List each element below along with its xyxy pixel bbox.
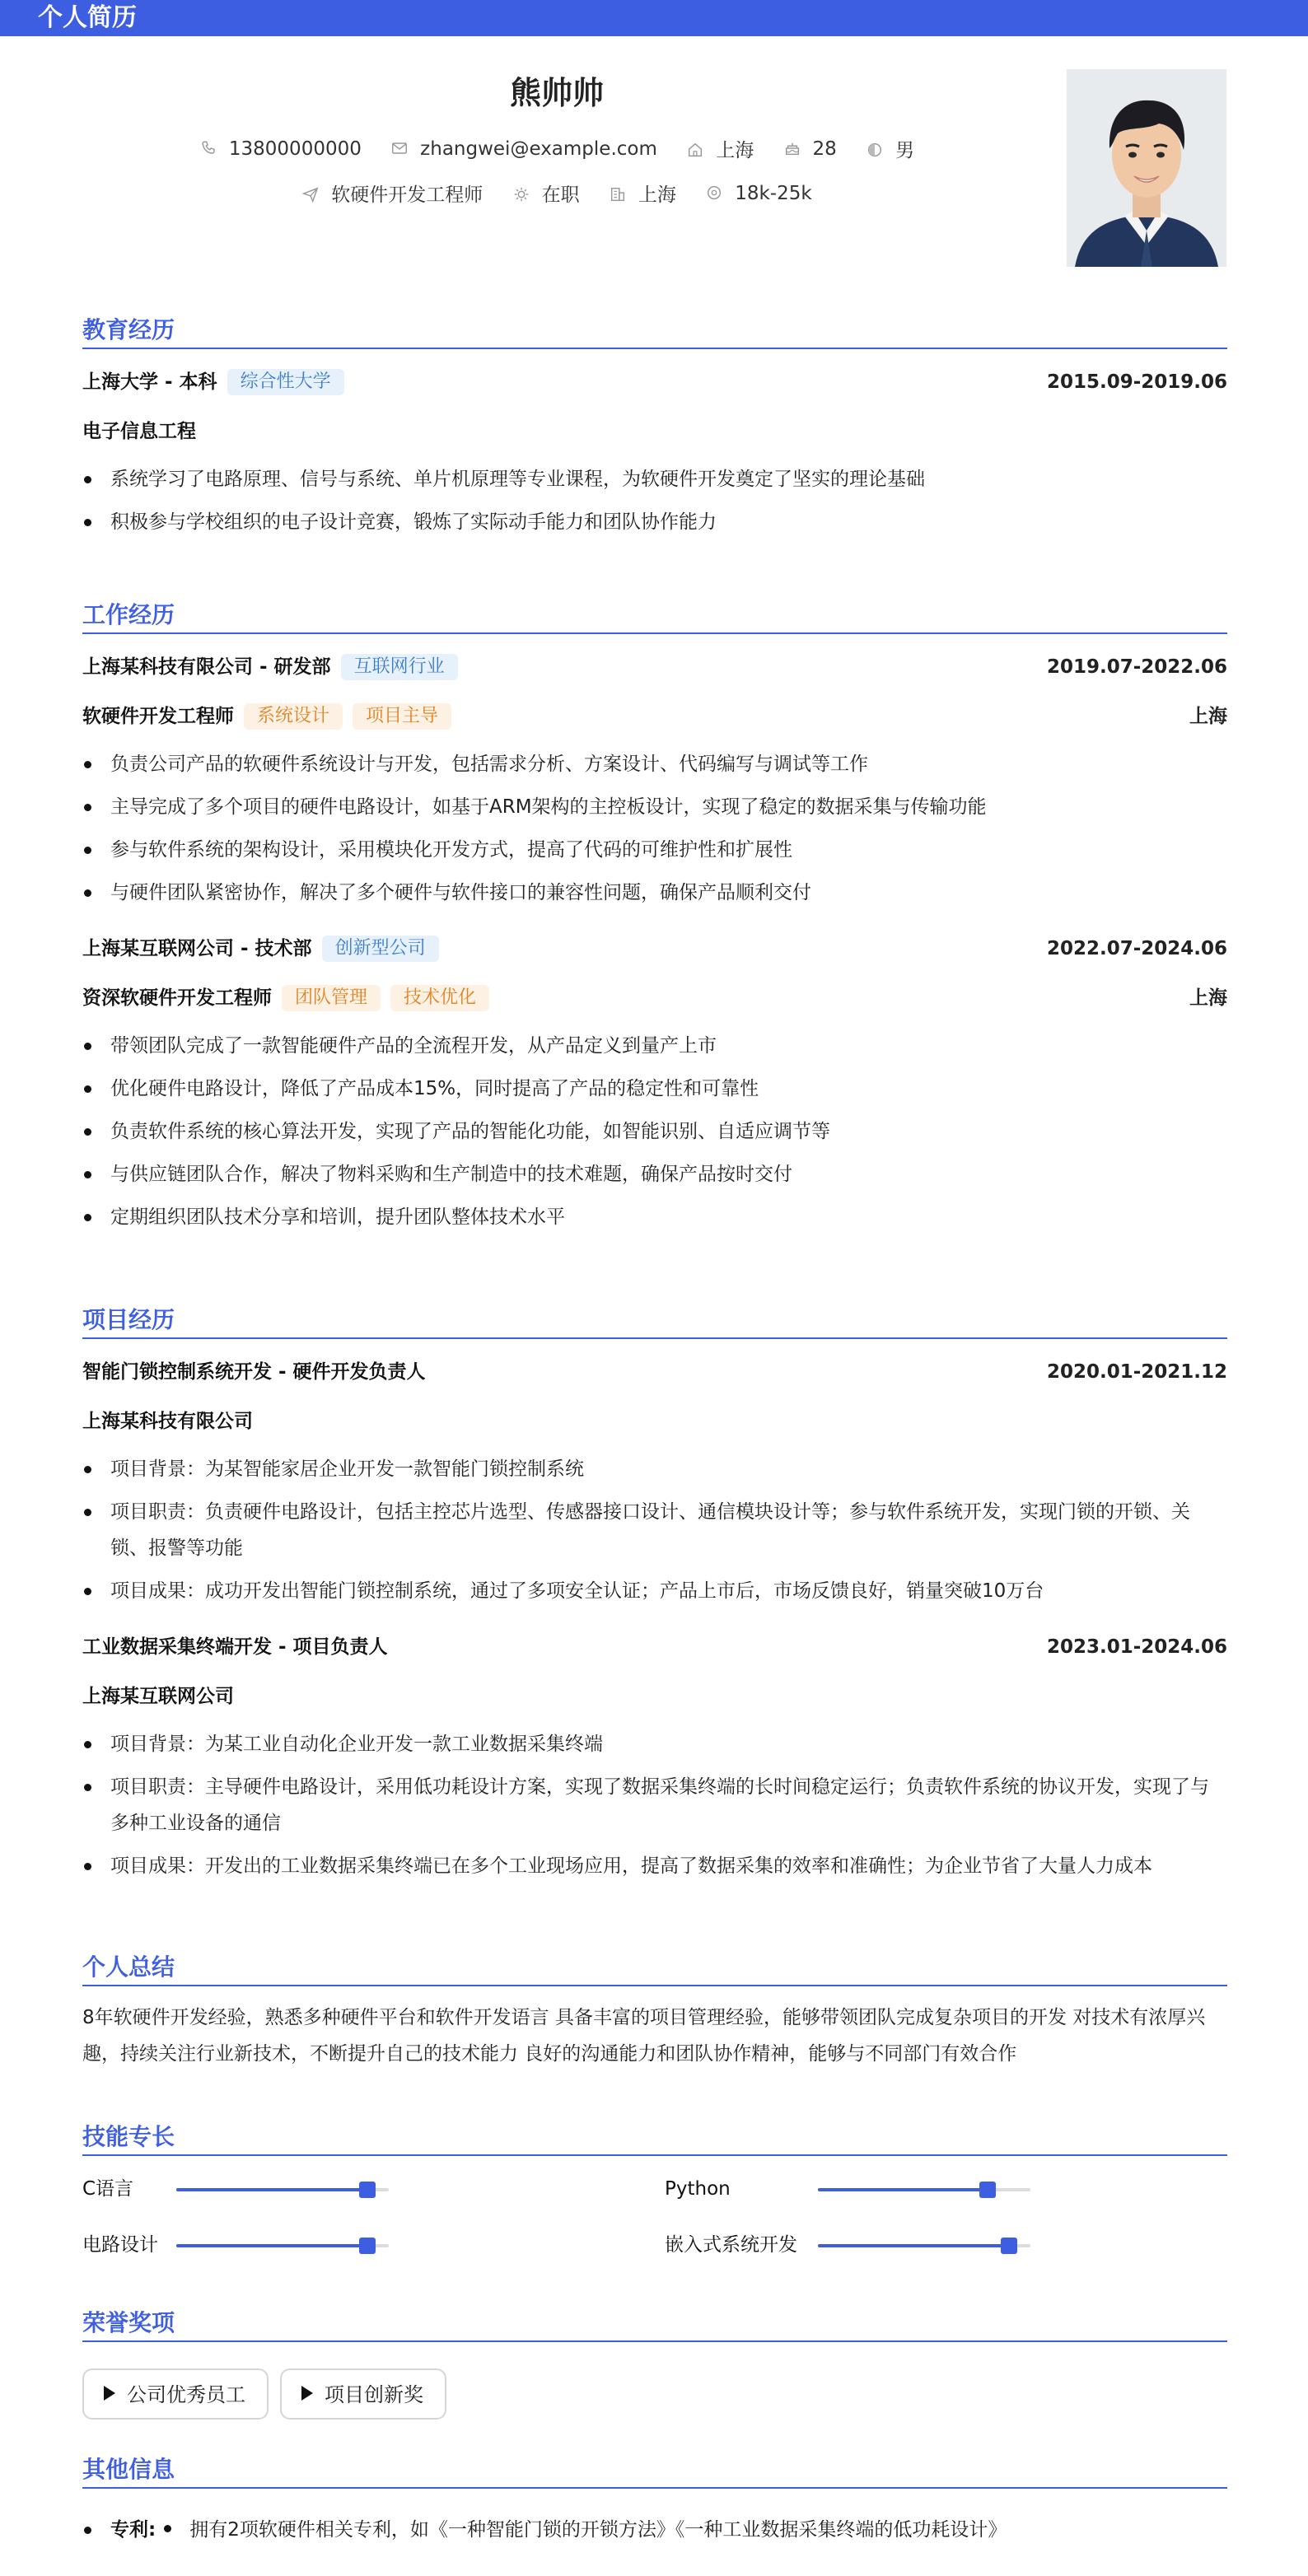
skills-section xyxy=(82,2120,1227,2288)
skill-item xyxy=(82,2228,659,2261)
list-item: 项目职责：主导硬件电路设计，采用低功耗设计方案，实现了数据采集终端的长时间稳定运行；负责软件系统的协议开发，实现了与多种工业设备的通信 xyxy=(82,1769,1227,1841)
skill-name: Python xyxy=(665,2178,731,2200)
age-text: 28 xyxy=(812,138,837,160)
list-item: 参与软件系统的架构设计，采用模块化开发方式，提高了代码的可维护性和扩展性 xyxy=(82,832,1227,868)
education-entry-header xyxy=(82,366,1227,399)
company-name: 上海某互联网公司 - 技术部 xyxy=(82,938,312,959)
company-tag: 互联网行业 xyxy=(341,654,458,680)
other-list xyxy=(82,2512,1227,2548)
skill-knob xyxy=(359,2238,376,2254)
work-period: 2022.07-2024.06 xyxy=(1046,938,1227,959)
project-company: 上海某互联网公司 xyxy=(82,1686,234,1707)
skill-fill xyxy=(818,2244,1009,2247)
money-icon xyxy=(705,184,723,202)
education-period: 2015.09-2019.06 xyxy=(1046,371,1227,393)
status-text: 在职 xyxy=(541,184,580,206)
major-name: 电子信息工程 xyxy=(82,421,196,442)
role-name: 资深软硬件开发工程师 xyxy=(82,987,272,1009)
role-name: 软硬件开发工程师 xyxy=(82,706,234,727)
skill-name: 电路设计 xyxy=(82,2234,158,2256)
skill-fill xyxy=(176,2188,367,2191)
candidate-name: 熊帅帅 xyxy=(509,75,604,111)
project-period: 2020.01-2021.12 xyxy=(1046,1361,1227,1383)
projects-section-title: 项目经历 xyxy=(82,1306,175,1333)
job-title-info xyxy=(301,180,483,207)
company-name: 上海某科技有限公司 - 研发部 xyxy=(82,656,331,678)
project-bullets xyxy=(82,1726,1227,1884)
skill-bar xyxy=(176,2244,389,2247)
work-period: 2019.07-2022.06 xyxy=(1046,656,1227,678)
job-title-text: 软硬件开发工程师 xyxy=(331,184,483,206)
work-section xyxy=(82,598,1227,1235)
role-row xyxy=(82,700,1227,733)
other-section-title: 其他信息 xyxy=(82,2456,175,2483)
age-info xyxy=(783,138,837,160)
work-bullets xyxy=(82,746,1227,911)
send-icon xyxy=(301,185,320,203)
skill-name: 嵌入式系统开发 xyxy=(665,2234,797,2256)
header-title: 个人简历 xyxy=(38,3,137,32)
other-text: 拥有2项软硬件相关专利，如《一种智能门锁的开锁方法》《一种工业数据采集终端的低功耗设计》 xyxy=(189,2519,1007,2541)
role-tag: 技术优化 xyxy=(390,985,489,1011)
work-entry-header xyxy=(82,651,1227,684)
skill-bar xyxy=(176,2188,389,2191)
role-tag: 系统设计 xyxy=(244,703,343,730)
contact-info-row xyxy=(0,135,1114,162)
list-item: 负责软件系统的核心算法开发，实现了产品的智能化功能，如智能识别、自适应调节等 xyxy=(82,1113,1227,1150)
list-item: 项目成果：成功开发出智能门锁控制系统，通过了多项安全认证；产品上市后，市场反馈良好，销量突破10万台 xyxy=(82,1573,1227,1609)
awards-list xyxy=(82,2368,1227,2420)
projects-section xyxy=(82,1303,1227,1884)
role-row xyxy=(82,982,1227,1015)
project-entry-header xyxy=(82,1631,1227,1664)
salary-text: 18k-25k xyxy=(735,182,812,204)
summary-section xyxy=(82,1950,1227,2072)
phone-icon xyxy=(199,139,217,157)
list-item: 主导完成了多个项目的硬件电路设计，如基于ARM架构的主控板设计，实现了稳定的数据采集与传输功能 xyxy=(82,789,1227,825)
education-bullets xyxy=(82,461,1227,540)
status-info xyxy=(512,180,580,207)
other-section xyxy=(82,2452,1227,2548)
skill-item xyxy=(665,2228,1241,2261)
list-item: 项目成果：开发出的工业数据采集终端已在多个工业现场应用，提高了数据采集的效率和准确性；为企业节省了大量人力成本 xyxy=(82,1848,1227,1884)
play-icon xyxy=(104,2386,115,2401)
role-tag: 团队管理 xyxy=(282,985,381,1011)
project-company: 上海某科技有限公司 xyxy=(82,1411,253,1432)
list-item: 优化硬件电路设计，降低了产品成本15%，同时提高了产品的稳定性和可靠性 xyxy=(82,1071,1227,1107)
list-item: 系统学习了电路原理、信号与系统、单片机原理等专业课程，为软硬件开发奠定了坚实的理论基础 xyxy=(82,461,1227,497)
list-item xyxy=(82,2512,1227,2548)
list-item: 项目背景：为某智能家居企业开发一款智能门锁控制系统 xyxy=(82,1451,1227,1487)
gender-info xyxy=(866,135,914,162)
project-bullets xyxy=(82,1451,1227,1609)
email-text: zhangwei@example.com xyxy=(420,138,657,160)
gender-text: 男 xyxy=(895,140,915,161)
project-entry-header xyxy=(82,1356,1227,1388)
top-bar xyxy=(0,0,1308,36)
list-item: 定期组织团队技术分享和培训，提升团队整体技术水平 xyxy=(82,1199,1227,1235)
award-label: 公司优秀员工 xyxy=(127,2383,245,2406)
award-item[interactable] xyxy=(82,2368,269,2420)
skill-fill xyxy=(176,2244,367,2247)
skill-knob xyxy=(1001,2238,1017,2254)
skills-section-title: 技能专长 xyxy=(82,2123,175,2150)
skill-bar xyxy=(818,2244,1030,2247)
awards-section xyxy=(82,2306,1227,2420)
other-label: 专利: xyxy=(110,2519,156,2541)
skills-grid xyxy=(82,2172,1227,2288)
list-item: 带领团队完成了一款智能硬件产品的全流程开发，从产品定义到量产上市 xyxy=(82,1028,1227,1064)
project-title: 工业数据采集终端开发 - 项目负责人 xyxy=(82,1636,388,1658)
education-section xyxy=(82,313,1227,540)
target-city-info xyxy=(609,180,676,207)
list-item: 项目背景：为某工业自动化企业开发一款工业数据采集终端 xyxy=(82,1726,1227,1762)
list-item: 积极参与学校组织的电子设计竞赛，锻炼了实际动手能力和团队协作能力 xyxy=(82,504,1227,540)
summary-section-title: 个人总结 xyxy=(82,1953,175,1981)
project-company-row xyxy=(82,1405,1227,1438)
phone-text: 13800000000 xyxy=(228,138,362,160)
work-section-title: 工作经历 xyxy=(82,601,175,628)
play-icon xyxy=(301,2386,313,2401)
cake-icon xyxy=(783,139,801,157)
work-location: 上海 xyxy=(1189,987,1227,1009)
education-section-title: 教育经历 xyxy=(82,316,175,343)
target-city-text: 上海 xyxy=(638,184,676,206)
project-company-row xyxy=(82,1680,1227,1713)
awards-section-title: 荣誉奖项 xyxy=(82,2309,175,2336)
project-title: 智能门锁控制系统开发 - 硬件开发负责人 xyxy=(82,1361,426,1383)
award-item[interactable] xyxy=(280,2368,446,2420)
gender-icon xyxy=(866,141,884,159)
skill-bar xyxy=(818,2188,1030,2191)
skill-item xyxy=(665,2172,1241,2205)
skill-fill xyxy=(818,2188,988,2191)
list-item: 与硬件团队紧密协作，解决了多个硬件与软件接口的兼容性问题，确保产品顺利交付 xyxy=(82,875,1227,911)
mail-icon xyxy=(390,139,409,157)
skill-knob xyxy=(979,2182,996,2198)
work-entry-header xyxy=(82,932,1227,965)
salary-info xyxy=(705,183,811,204)
profile-photo xyxy=(1067,69,1226,267)
job-info-row xyxy=(0,180,1114,207)
home-icon xyxy=(686,141,704,159)
building-icon xyxy=(609,185,627,203)
list-item: 项目职责：负责硬件电路设计，包括主控芯片选型、传感器接口设计、通信模块设计等；参与软件系统开发，实现门锁的开锁、关锁、报警等功能 xyxy=(82,1494,1227,1566)
email-info xyxy=(390,138,657,160)
award-label: 项目创新奖 xyxy=(325,2383,423,2406)
school-tag: 综合性大学 xyxy=(227,369,344,395)
skill-item xyxy=(82,2172,659,2205)
project-period: 2023.01-2024.06 xyxy=(1046,1636,1227,1658)
major-row xyxy=(82,415,1227,448)
city-info xyxy=(686,135,754,162)
status-icon xyxy=(512,185,530,203)
skill-name: C语言 xyxy=(82,2178,134,2200)
work-location: 上海 xyxy=(1189,706,1227,727)
summary-text: 8年软硬件开发经验，熟悉多种硬件平台和软件开发语言 具备丰富的项目管理经验，能够带领团队完成复杂项目的开发 对技术有浓厚兴趣，持续关注行业新技术，不断提升自己的技术能力 良好的沟通能力和团队协作精神，能够与不同部门有效合作 xyxy=(82,2007,1206,2065)
list-item: 与供应链团队合作，解决了物料采购和生产制造中的技术难题，确保产品按时交付 xyxy=(82,1156,1227,1192)
school-name: 上海大学 - 本科 xyxy=(82,371,217,393)
skill-knob xyxy=(359,2182,376,2198)
bullet-dot xyxy=(164,2525,171,2532)
list-item: 负责公司产品的软硬件系统设计与开发，包括需求分析、方案设计、代码编写与调试等工作 xyxy=(82,746,1227,782)
role-tag: 项目主导 xyxy=(353,703,451,730)
phone-info xyxy=(199,138,362,160)
city-text: 上海 xyxy=(716,140,754,161)
work-bullets xyxy=(82,1028,1227,1235)
company-tag: 创新型公司 xyxy=(322,936,439,962)
